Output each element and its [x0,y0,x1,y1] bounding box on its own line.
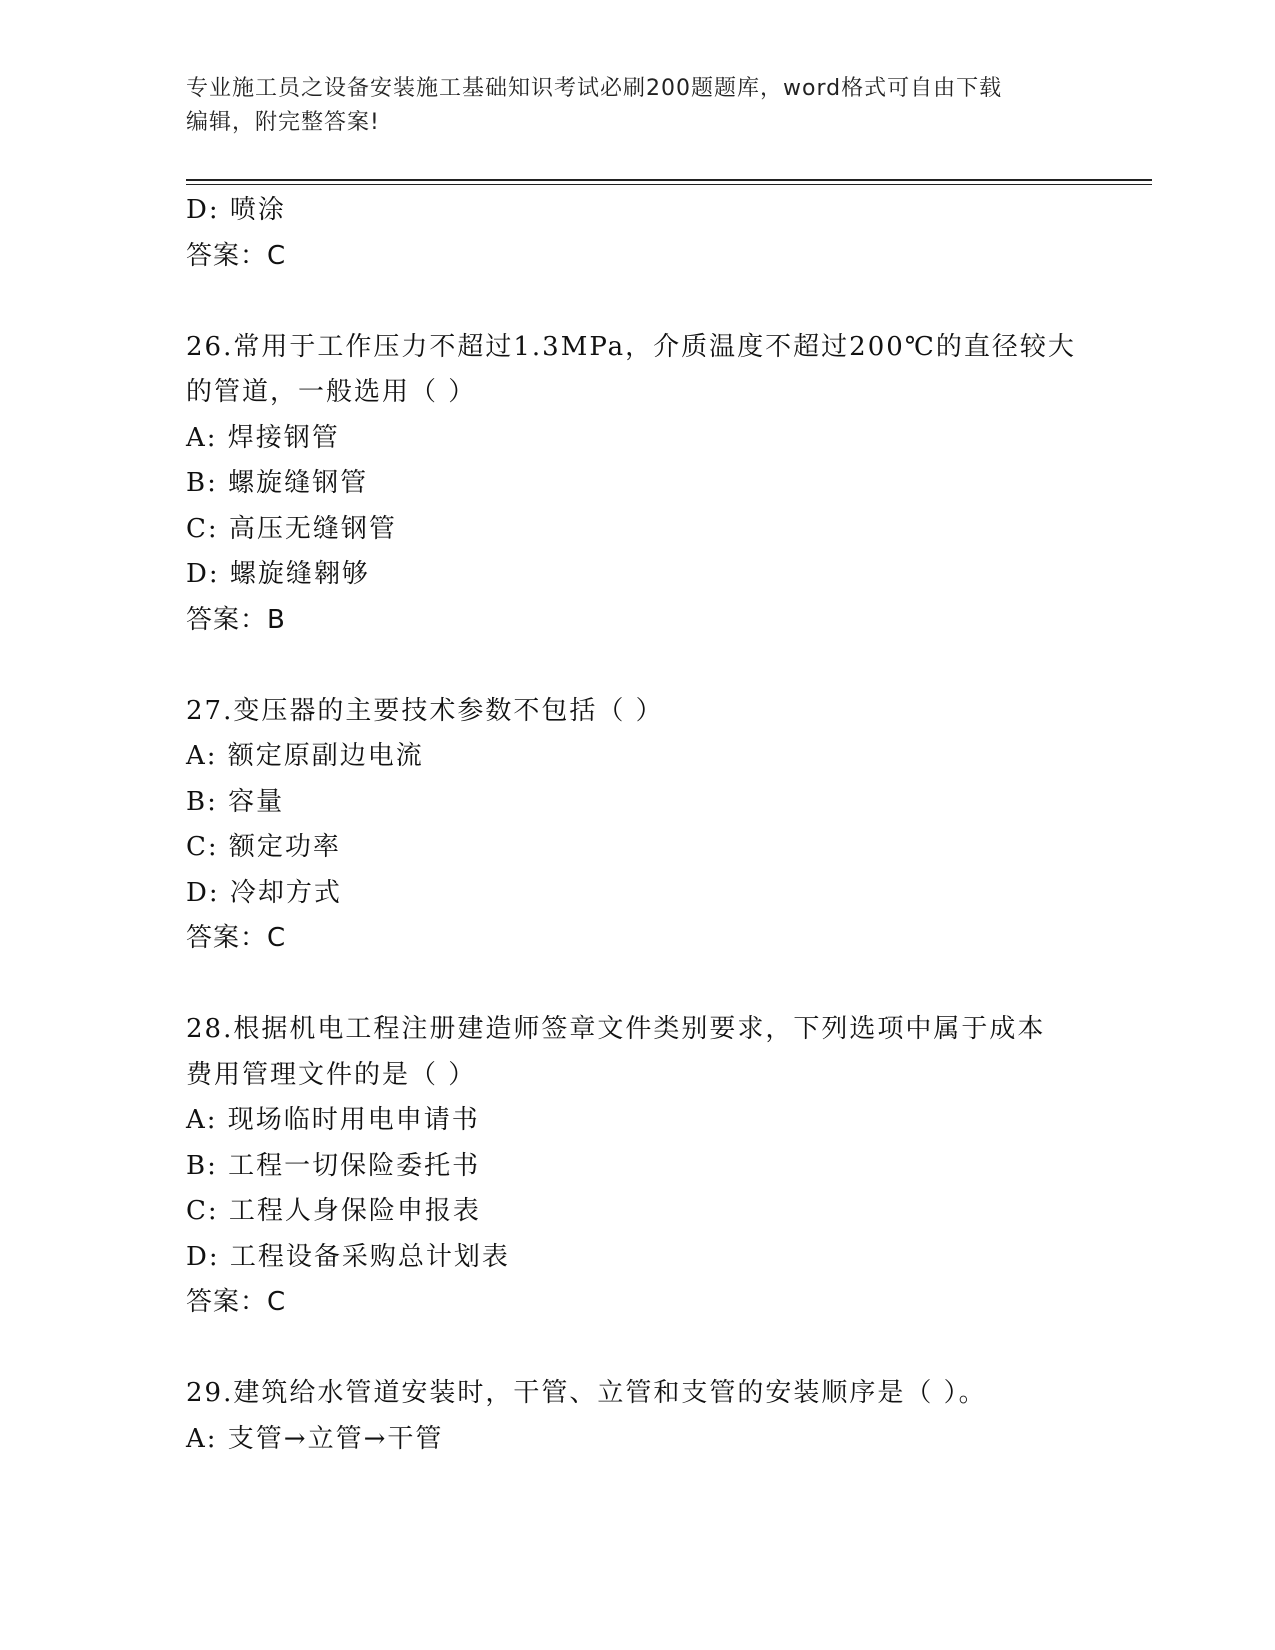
option-b: B: 工程一切保险委托书 [186,1150,481,1181]
question-stem-continued: 费用管理文件的是（ ） [186,1059,477,1090]
option-a: A: 支管→立管→干管 [186,1423,444,1454]
answer: 答案：B [186,604,286,635]
document-header [186,72,1086,140]
answer: 答案：C [186,1287,287,1317]
question-stem: 28.根据机电工程注册建造师签章文件类别要求，下列选项中属于成本 [186,1014,1046,1044]
option-b: B: 容量 [186,786,285,817]
header-divider-thick [186,179,1152,181]
option-b: B: 螺旋缝钢管 [186,468,369,498]
answer: 答案：C [186,240,287,271]
option-c: C: 工程人身保险申报表 [186,1196,481,1226]
option-c: C: 额定功率 [186,832,341,862]
question-25-tail [186,188,1086,279]
option-d: D: 工程设备采购总计划表 [186,1241,510,1272]
question-stem-continued: 的管道，一般选用（ ） [186,377,477,407]
question-list [186,188,1086,1462]
question-stem: 26.常用于工作压力不超过1.3MPa，介质温度不超过200℃的直径较大 [186,331,1076,362]
option-a: A: 焊接钢管 [186,422,340,453]
option-a: A: 额定原副边电流 [186,741,424,771]
header-line-1: 专业施工员之设备安装施工基础知识考试必刷200题题库，word格式可自由下载 [186,76,1003,101]
header-line-2: 编辑，附完整答案! [186,110,380,135]
option-c: C: 高压无缝钢管 [186,513,397,544]
question-27 [186,689,1086,962]
question-stem: 27.变压器的主要技术参数不包括（ ） [186,695,664,726]
answer: 答案：C [186,923,287,953]
question-29 [186,1371,1086,1462]
option-d: D: 螺旋缝翱够 [186,559,370,589]
header-divider-thin [186,184,1152,185]
option-d: D: 冷却方式 [186,877,342,908]
question-stem: 29.建筑给水管道安装时，干管、立管和支管的安装顺序是（ ）。 [186,1378,987,1408]
question-28 [186,1007,1086,1326]
option-a: A: 现场临时用电申请书 [186,1105,480,1135]
question-26 [186,325,1086,644]
option-d: D: 喷涂 [186,195,286,225]
